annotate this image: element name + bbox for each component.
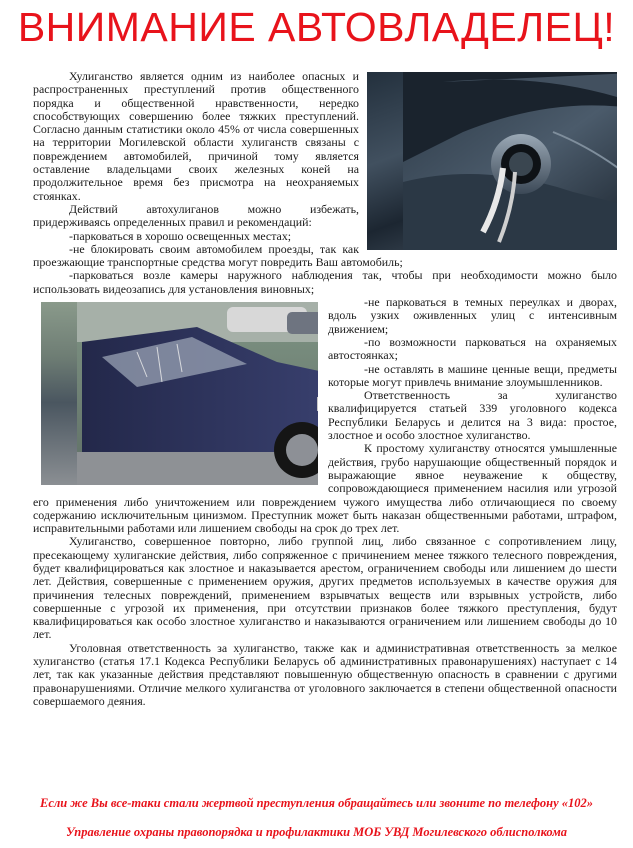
photo-damaged-car [41,302,318,485]
broken-mirror-image [403,72,617,250]
footer-call-102: Если же Вы все-таки стали жертвой преступления обращайтесь или звоните по телефону «102» [39,796,593,810]
list-item-no-dark-alleys [33,296,617,336]
poster-title: ВНИМАНИЕ АВТОВЛАДЕЛЕЦ! [17,4,616,50]
paragraph-criminal-liability: Уголовная ответственность за хулиганство, также как и административная ответственность за мелкое хулиганство (статья 17.1 Кодекса Республики Беларусь об административных правонарушениях) наступает с 14 лет, так как указанные действия представляют повышенную общественную опасность в сравнении с другими правонарушениями. Отличие мелкого хулиганства от уголовного заключается в степени общественной опасности совершаемого деяния. [33,640,617,708]
paragraph-intro-text: Хулиганство является одним из наиболее опасных и распространенных преступлений против общественного порядка и общественной нравственности, нередко способствующих совершению более тяжких преступлений. Согласно данным статистики около 45% от числа совершенных на территории Могилевской области хулиганств связаны с повреждением автомобилей, причиной тому является оставление владельцами своих железных коней на продолжительное время без присмотра на неохраняемых стоянках. [33,69,359,203]
list-item-no-valuables: -не оставлять в машине ценные вещи, предметы которые могут привлечь внимание злоумышленников. [328,361,617,389]
paragraph-responsibility: Ответственность за хулиганство квалифицируется статьей 339 уголовного кодекса Республики Беларусь и делится на 3 вида: простое, злостное и особо злостное хулиганство. [328,388,617,443]
list-item-no-blocking: -не блокировать своим автомобилем проезды, так как проезжающие транспортные средства могут повредить Ваш автомобиль; [33,241,403,270]
paragraph-malicious-hooliganism: Хулиганство, совершенное повторно, либо группой лиц, либо связанное с сопротивлением лицу, пресекающему хулиганские действия, либо сопряженное с причинением менее тяжкого телесного повреждения, будет квалифицироваться как злостное и наказывается арестом, ограничением свободы или лишением до шести лет. Действия, совершенные с применением оружия, других предметов используемых в качестве оружия для причинения телесных повреждений, применением взрывчатых веществ или взрывных устройств, либо совершенные с угрозой их применения, при отсутствии признаков более тяжкого преступления, будут квалифицироваться как особо злостное хулиганство и наказываются ограничением или лишением свободы до 10 лет. [33,534,617,642]
list-item-guarded-parking: -по возможности парковаться на охраняемых автостоянках; [328,334,617,363]
damaged-car-image [77,302,318,485]
photo-broken-mirror [367,72,617,250]
paragraph-simple-hooliganism: К простому хулиганству относятся умышленные действия, грубо нарушающие общественный порядок и выражающие явное неуважение к обществу, сопровождающиеся применением насилия или угрозой его применения либо уничтожением или повреждением чужого имущества либо отличающиеся по своему содержанию исключительным цинизмом. Преступник может быть наказан общественными работами, штрафом, исправительными работами или лишением свободы на срок до трех лет. [33,441,617,536]
paragraph-recommendations: Действий автохулиганов можно избежать, придерживаясь определенных правил и рекомендаций: [33,201,359,230]
article-body [33,70,617,708]
list-item-lit-places: -парковаться в хорошо освещенных местах; [69,228,292,243]
paragraph-intro [33,70,617,203]
list-item-camera: -парковаться возле камеры наружного наблюдения так, чтобы при необходимости можно было использовать видеозапись для установления виновных; [33,268,617,296]
list-item-no-dark-alleys-text: -не парковаться в темных переулках и дворах, вдоль узких оживленных улиц с интенсивным движением; [328,295,617,336]
footer-department: Управление охраны правопорядка и профилактики МОБ УВД Могилевского облисполкома [65,825,568,839]
